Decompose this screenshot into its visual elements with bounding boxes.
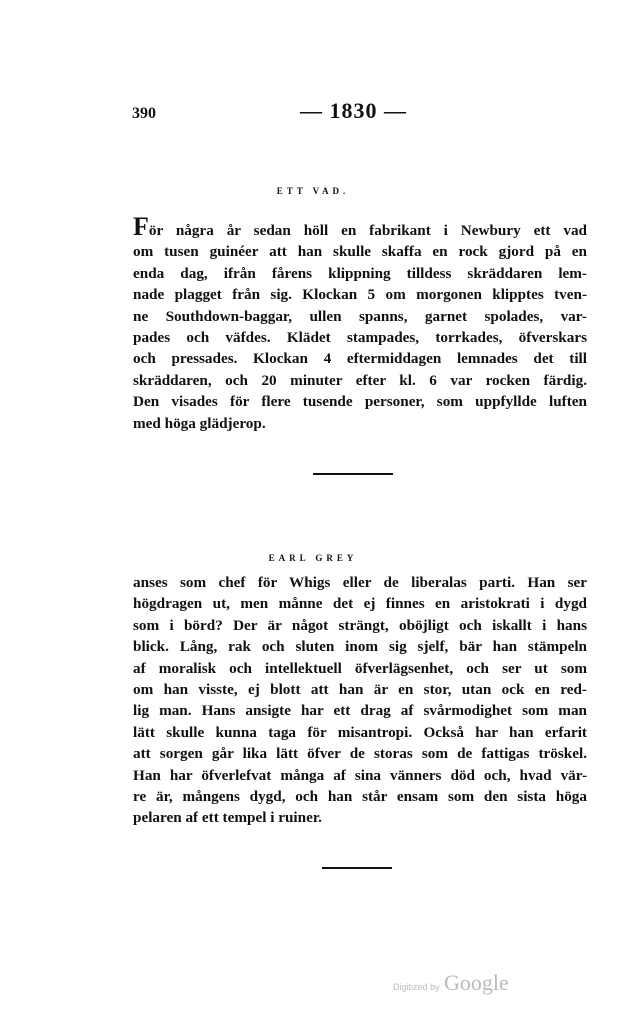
text-line: anses som chef för Whigs eller de liberalas parti. Han ser: [133, 574, 587, 591]
text-line: Han har öfverlefvat många af sina vänners död och, hvad vär-: [133, 766, 587, 784]
text-line: enda dag, ifrån fårens klippning tilldess skräddaren lem-: [133, 264, 587, 282]
paragraph-earl-grey: [133, 572, 587, 829]
text-line: som i börd? Der är något strängt, oböjligt och iskallt i hans: [133, 616, 587, 634]
text-line: att sorgen går lika lätt öfver de storas som de fattigas tröskel.: [133, 745, 587, 763]
text-line: högdragen ut, men månne det ej finnes en aristokrati i dygd: [133, 595, 587, 613]
section-divider: [313, 473, 393, 475]
text-line: blick. Lång, rak och sluten inom sig sjelf, bär han stämpeln: [133, 638, 587, 656]
google-logo: Google: [443, 970, 509, 995]
text-line: pelaren af ett tempel i ruiner.: [133, 809, 322, 827]
text-line: om han visste, ej blott att han är en stor, utan ock en red-: [133, 681, 587, 699]
text-line: med höga glädjerop.: [133, 414, 266, 432]
text-line: ne Southdown-baggar, ullen spanns, garnet spolades, var-: [133, 307, 587, 325]
drop-cap: F: [133, 212, 149, 241]
text-line: af moralisk och intellektuell öfverlägsenhet, och ser ut som: [133, 659, 587, 677]
digitized-watermark: [393, 970, 509, 996]
paragraph-ett-vad: [133, 212, 587, 434]
page-header-year: — 1830 —: [300, 98, 407, 123]
section-divider: [322, 867, 392, 869]
section-heading-ett-vad: ETT VAD.: [276, 186, 350, 196]
text-line: om tusen guinéer att han skulle skaffa en rock gjord på en: [133, 243, 587, 261]
text-line: och pressades. Klockan 4 eftermiddagen lemnades det till: [133, 350, 587, 368]
text-line: skräddaren, och 20 minuter efter kl. 6 var rocken färdig.: [133, 371, 587, 389]
page-number: 390: [132, 105, 156, 122]
text-line: lig man. Hans ansigte har ett drag af svårmodighet som man: [133, 702, 587, 720]
text-line: pades och väfdes. Klädet stampades, torrkades, öfverskars: [133, 329, 587, 347]
section-heading-earl-grey: EARL GREY: [268, 553, 358, 563]
text-line: re är, mångens dygd, och han står ensam som den sista höga: [133, 788, 587, 806]
watermark-prefix: Digitized by: [393, 982, 440, 992]
text-line: nade plagget från sig. Klockan 5 om morgonen klipptes tven-: [133, 286, 587, 304]
text-line: ör några år sedan höll en fabrikant i Newbury ett vad: [148, 222, 587, 239]
text-line: lätt skulle kunna taga för misantropi. Också har han erfarit: [133, 723, 587, 741]
text-line: Den visades för flere tusende personer, som uppfyllde luften: [133, 393, 587, 411]
